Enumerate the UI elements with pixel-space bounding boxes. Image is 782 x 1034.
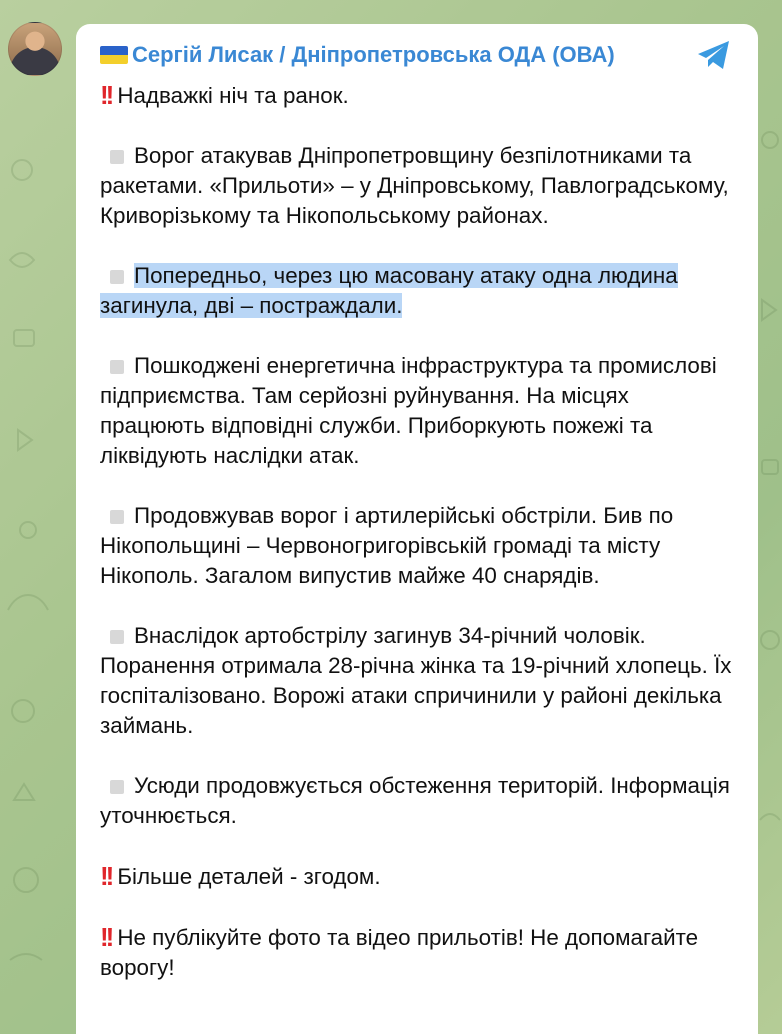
double-exclamation-icon: !! [100,80,112,110]
square-bullet-icon [110,780,124,794]
message-title-line: !! Надважкі ніч та ранок. [100,80,349,110]
message-bubble [76,24,758,1034]
square-bullet-icon [110,360,124,374]
channel-name-link[interactable] [100,42,615,68]
square-bullet-icon [110,150,124,164]
warning-line: !! Не публікуйте фото та відео прильотів! Не допомагайте ворогу! [100,922,699,980]
square-bullet-icon [110,630,124,644]
double-exclamation-icon: !! [100,922,112,952]
channel-name: Сергій Лисак / Дніпропетровська ОДА (ОВА) [132,42,615,67]
paragraph-2 [100,261,734,321]
message-text [100,80,734,983]
selected-text[interactable]: Попередньо, через цю масовану атаку одна людина загинула, дві – постраждали. [100,263,678,318]
more-details-line: !! Більше деталей - згодом. [100,861,381,891]
square-bullet-icon [110,270,124,284]
double-exclamation-icon: !! [100,861,112,891]
paragraph-6: Усюди продовжується обстеження територій. Інформація уточнюється. [100,773,730,828]
telegram-icon[interactable] [694,35,734,75]
paragraph-4: Продовжував ворог і артилерійські обстріли. Бив по Нікопольщині – Червоногригорівській громаді та місту Нікополь. Загалом випустив майже 40 снарядів. [100,503,674,588]
paragraph-3: Пошкоджені енергетична інфраструктура та промислові підприємства. Там серйозні руйнування. На місцях працюють відповідні служби. Приборкують пожежі та ліквідують наслідки атак. [100,353,717,468]
square-bullet-icon [110,510,124,524]
message-header [100,40,734,70]
paragraph-5: Внаслідок артобстрілу загинув 34-річний чоловік. Поранення отримала 28-річна жінка та 19-річний хлопець. Їх госпіталізовано. Ворожі атаки спричинили у районі декілька займань. [100,623,732,738]
paragraph-1: Ворог атакував Дніпропетровщину безпілотниками та ракетами. «Прильоти» – у Дніпровському, Павлоградському, Криворізькому та Нікопольському районах. [100,143,729,228]
ukraine-flag-icon [100,46,128,64]
channel-avatar[interactable] [8,22,62,76]
